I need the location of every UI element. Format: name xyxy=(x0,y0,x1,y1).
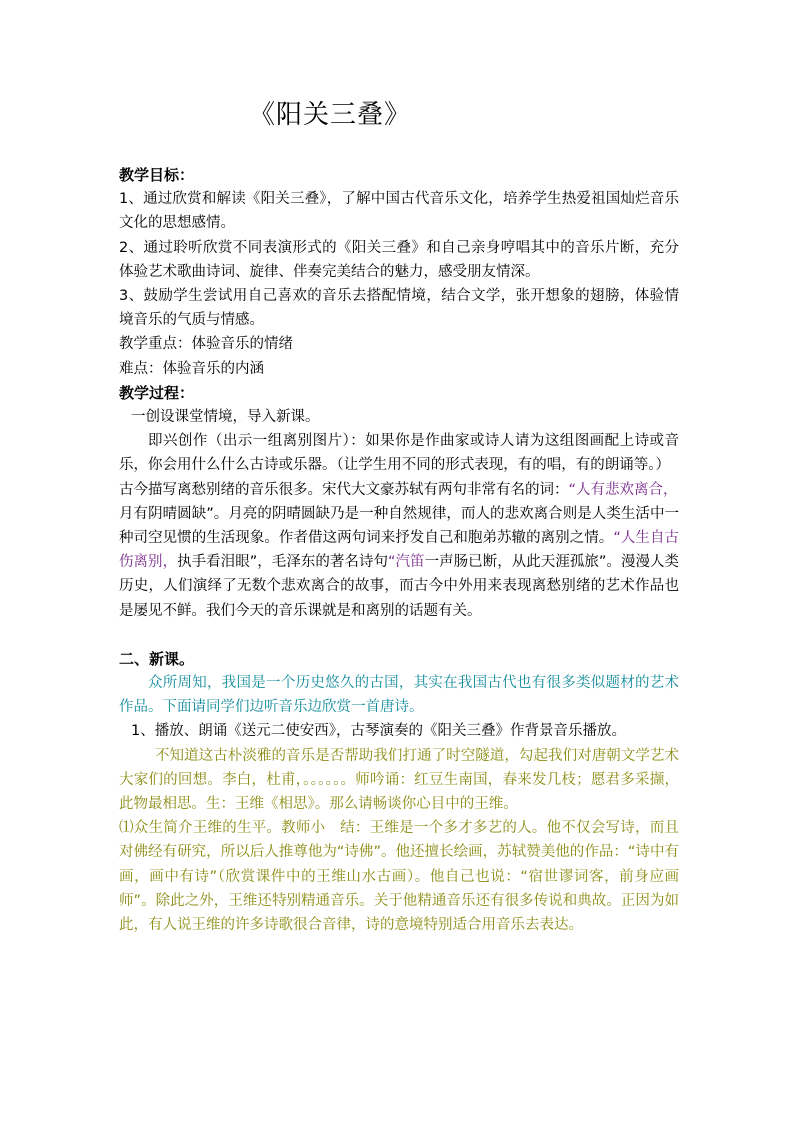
new-lesson-intro: 众所周知，我国是一个历史悠久的古国，其实在我国古代也有很多类似题材的艺术作品。下面请同学们边听音乐边欣赏一首唐诗。 xyxy=(119,675,679,716)
wang-wei-paragraph: ⑴众生简介王维的生平。教师小 结：王维是一个多才多艺的人。他不仅会写诗，而且对佛经有研究，所以后人推尊他为“诗佛”。他还擅长绘画，苏轼赞美他的作品：“诗中有画，画中有诗”（欣赏课件中的王维山水古画）。他自己也说：“宿世谬词客，前身应画师”。除此之外，王维还特别精通音乐。关于他精通音乐还有很多传说和典故。正因为如此，有人说王维的许多诗歌很合音律，诗的意境特别适合用音乐去表达。 xyxy=(119,820,679,934)
intro-text: 执手看泪眼”，毛泽东的著名诗句 xyxy=(177,554,388,571)
intro-paragraph xyxy=(119,478,685,623)
new-lesson-heading: 二、新课。 xyxy=(119,649,195,668)
process-heading: 教学过程： xyxy=(119,383,195,402)
objective-item: 1、通过欣赏和解读《阳关三叠》，了解中国古代音乐文化，培养学生热爱祖国灿烂音乐文化的思想感情。 xyxy=(119,191,679,232)
difficult-point: 难点：体验音乐的内涵 xyxy=(119,360,264,377)
intro-text: 一声肠已断，从此天涯孤旅”。漫漫人类历史，人们演绎了无数个悲欢离合的故事，而古今中外用来表现离愁别绪的艺术作品也是屡见不鲜。我们今天的音乐课就是和离别的话题有关。 xyxy=(119,554,680,619)
reflection-paragraph: 不知道这古朴淡雅的音乐是否帮助我们打通了时空隧道，勾起我们对唐朝文学艺术大家们的回想。李白，杜甫，。。。。。。师吟诵：红豆生南国，春来发几枝；愿君多采撷，此物最相思。生：王维《相思》。那么请畅谈你心目中的王维。 xyxy=(119,747,679,813)
objectives-heading: 教学目标： xyxy=(119,166,195,184)
spacer xyxy=(119,623,679,647)
step-one: 一创设课堂情境，导入新课。 xyxy=(131,409,320,426)
document-body xyxy=(119,163,685,937)
objective-item: 3、鼓励学生尝试用自己喜欢的音乐去搭配情境，结合文学，张开想象的翅膀，体验情境音乐的气质与情感。 xyxy=(119,288,679,329)
objective-item: 2、通过聆听欣赏不同表演形式的《阳关三叠》和自己亲身哼唱其中的音乐片断，充分体验艺术歌曲诗词、旋律、伴奏完美结合的魅力，感受朋友情深。 xyxy=(119,239,679,280)
intro-text: 月有阴晴圆缺”。月亮的阴晴圆缺乃是一种自然规律，而人的悲欢离合则是人类生活中一种司空见惯的生活现象。作者借这两句词来抒发自己和胞弟苏辙的离别之情。 xyxy=(119,481,685,547)
quote-su-shi: “人有悲欢离合， xyxy=(568,481,671,498)
improv-paragraph: 即兴创作（出示一组离别图片）：如果你是作曲家或诗人请为这组图画配上诗或音乐，你会用什么什么古诗或乐器。（让学生用不同的形式表现，有的唱，有的朗诵等。） xyxy=(119,433,679,474)
key-point: 教学重点：体验音乐的情绪 xyxy=(119,336,293,353)
quote-mao: “汽笛 xyxy=(388,554,425,571)
intro-text: 古今描写离愁别绪的音乐很多。宋代大文豪苏轼有两句非常有名的词： xyxy=(119,481,569,498)
step-play: 1、播放、朗诵《送元二使安西》，古琴演奏的《阳关三叠》作背景音乐播放。 xyxy=(131,723,626,740)
quote-separation: “人生自古伤离别， xyxy=(119,530,679,571)
page-title: 《阳关三叠》 xyxy=(249,100,412,130)
